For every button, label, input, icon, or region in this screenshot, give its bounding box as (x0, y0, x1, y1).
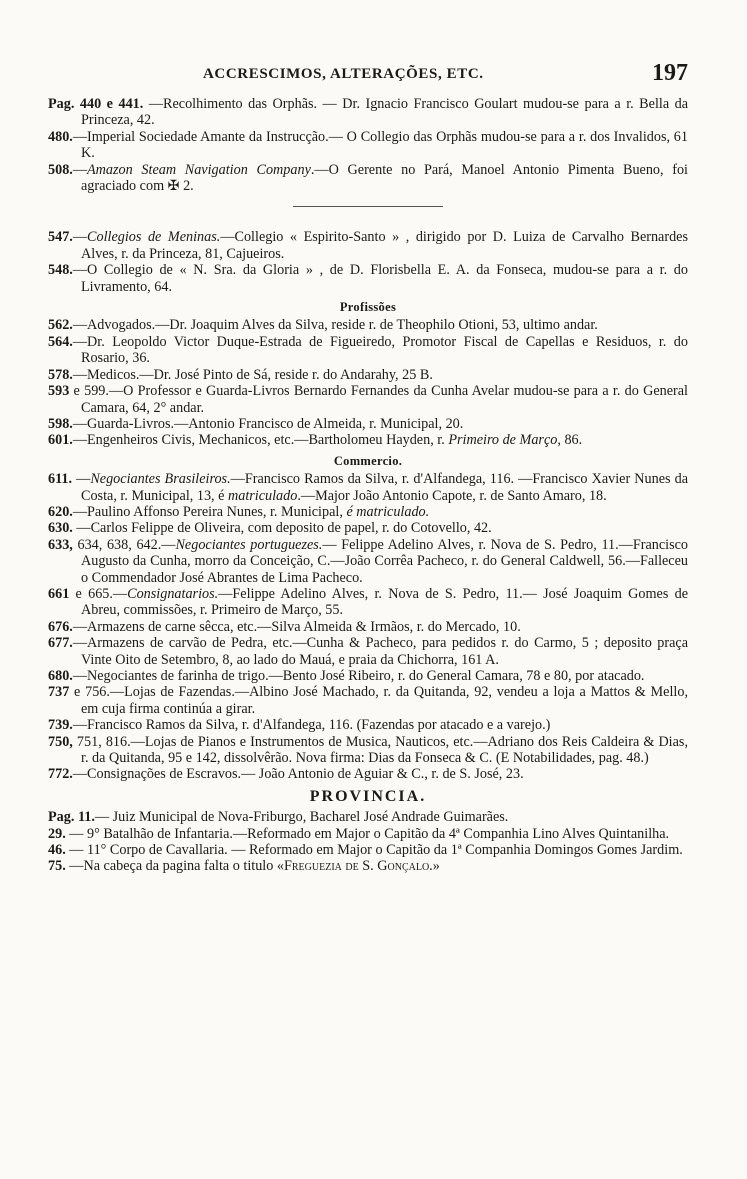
entry-593: 593 e 599.—O Professor e Guarda-Livros Bernardo Fernandes da Cunha Avelar mudou-se para a r. do General Camara, 64, 2° andar. (48, 383, 688, 416)
entry-547: 547.—Collegios de Meninas.—Collegio « Espirito-Santo » , dirigido por D. Luiza de Carvalho Bernardes Alves, r. da Princeza, 81, Cajueiros. (48, 229, 688, 262)
entry-prov-11: Pag. 11.— Juiz Municipal de Nova-Friburgo, Bacharel José Andrade Guimarães. (48, 809, 509, 826)
entry-620: 620.—Paulino Affonso Pereira Nunes, r. Municipal, é matriculado. (48, 503, 430, 520)
entry-676: 676.—Armazens de carne sêcca, etc.—Silva Almeida & Irmãos, r. do Mercado, 10. (48, 618, 521, 635)
entry-680: 680.—Negociantes de farinha de trigo.—Bento José Ribeiro, r. do General Camara, 78 e 80, por atacado. (48, 668, 645, 684)
entry-633: 633, 634, 638, 642.—Negociantes portuguezes.— Felippe Adelino Alves, r. Nova de S. Pedro, 11.—Francisco Augusto da Cunha, morro da Conceição, C.—João Corrêa Pacheco, r. do General Caldwell, 56.—Falleceu o Commendador José Abrantes de Lima Pacheco. (48, 536, 689, 586)
entry-562: 562.—Advogados.—Dr. Joaquim Alves da Silva, reside r. de Theophilo Otioni, 53, ultimo andar. (48, 317, 598, 334)
section-heading-profissoes: Profissões (339, 300, 397, 315)
entry-548: 548.—O Collegio de « N. Sra. da Gloria » , de D. Florisbella E. A. da Fonseca, mudou-se para a r. do Livramento, 64. (48, 262, 688, 295)
entry-737: 737 e 756.—Lojas de Fazendas.—Albino José Machado, r. da Quitanda, 92, vendeu a loja a Mattos & Mello, em cuja firma continúa a girar. (48, 684, 688, 717)
entry-578: 578.—Medicos.—Dr. José Pinto de Sá, reside r. do Andarahy, 25 B. (48, 366, 433, 383)
page-body (48, 96, 688, 875)
section-divider (293, 206, 443, 207)
page-number: 197 (652, 60, 688, 86)
entry-661: 661 e 665.—Consignatarios.—Felippe Adelino Alves, r. Nova de S. Pedro, 11.— José Joaquim Gomes de Abreu, commissões, r. Primeiro de Março, 55. (48, 585, 688, 619)
entry-prov-46: 46. — 11° Corpo de Cavallaria. — Reformado em Major o Capitão da 1ª Companhia Domingos Gomes Jardim. (48, 842, 683, 859)
entry-prov-75: 75. —Na cabeça da pagina falta o titulo «Freguezia de S. Gonçalo.» (48, 858, 440, 875)
entry-739: 739.—Francisco Ramos da Silva, r. d'Alfandega, 116. (Fazendas por atacado e a varejo.) (48, 717, 551, 734)
section-heading-provincia: PROVINCIA. (309, 787, 427, 805)
entry-598: 598.—Guarda-Livros.—Antonio Francisco de Almeida, r. Municipal, 20. (48, 415, 464, 432)
entry-772: 772.—Consignações de Escravos.— João Antonio de Aguiar & C., r. de S. José, 23. (48, 766, 524, 783)
entry-611: 611. —Negociantes Brasileiros.—Francisco Ramos da Silva, r. d'Alfandega, 116. —Francisco Xavier Nunes da Costa, r. Municipal, 13, é matriculado.—Major João Antonio Capote, r. de Santo Amaro, 18. (48, 471, 689, 504)
page-header (48, 60, 688, 92)
running-head: ACCRESCIMOS, ALTERAÇÕES, ETC. (203, 66, 484, 82)
entry-508: 508.—Amazon Steam Navigation Company.—O Gerente no Pará, Manoel Antonio Pimenta Bueno, foi agraciado com ✠ 2. (48, 161, 688, 195)
section-heading-commercio: Commercio. (333, 453, 403, 468)
entry-601: 601.—Engenheiros Civis, Mechanicos, etc.—Bartholomeu Hayden, r. Primeiro de Março, 86. (48, 432, 583, 449)
entry-630: 630. —Carlos Felippe de Oliveira, com deposito de papel, r. do Cotovello, 42. (48, 520, 492, 537)
entry-677: 677.—Armazens de carvão de Pedra, etc.—Cunha & Pacheco, para pedidos r. do Carmo, 5 ; deposito praça Vinte Oito de Setembro, 8, ao lado do Mauá, e praia da Chichorra, 161 A. (48, 635, 688, 668)
entry-prov-29: 29. — 9° Batalhão de Infantaria.—Reformado em Major o Capitão da 4ª Companhia Lino Alves Quintanilha. (48, 825, 670, 842)
entry-440: Pag. 440 e 441. —Recolhimento das Orphãs. — Dr. Ignacio Francisco Goulart mudou-se para a r. Bella da Princeza, 42. (48, 96, 689, 129)
entry-564: 564.—Dr. Leopoldo Victor Duque-Estrada de Figueiredo, Promotor Fiscal de Capellas e Residuos, r. do Rosario, 36. (48, 333, 688, 367)
entry-480: 480.—Imperial Sociedade Amante da Instrucção.— O Collegio das Orphãs mudou-se para a r. dos Invalidos, 61 K. (48, 128, 688, 162)
entry-750: 750, 751, 816.—Lojas de Pianos e Instrumentos de Musica, Nauticos, etc.—Adriano dos Reis Caldeira & Dias, r. da Quitanda, 95 e 142, dissolvêrão. Nova firma: Dias da Fonseca & C. (E Notabilidades, pag. 48.) (48, 733, 688, 767)
